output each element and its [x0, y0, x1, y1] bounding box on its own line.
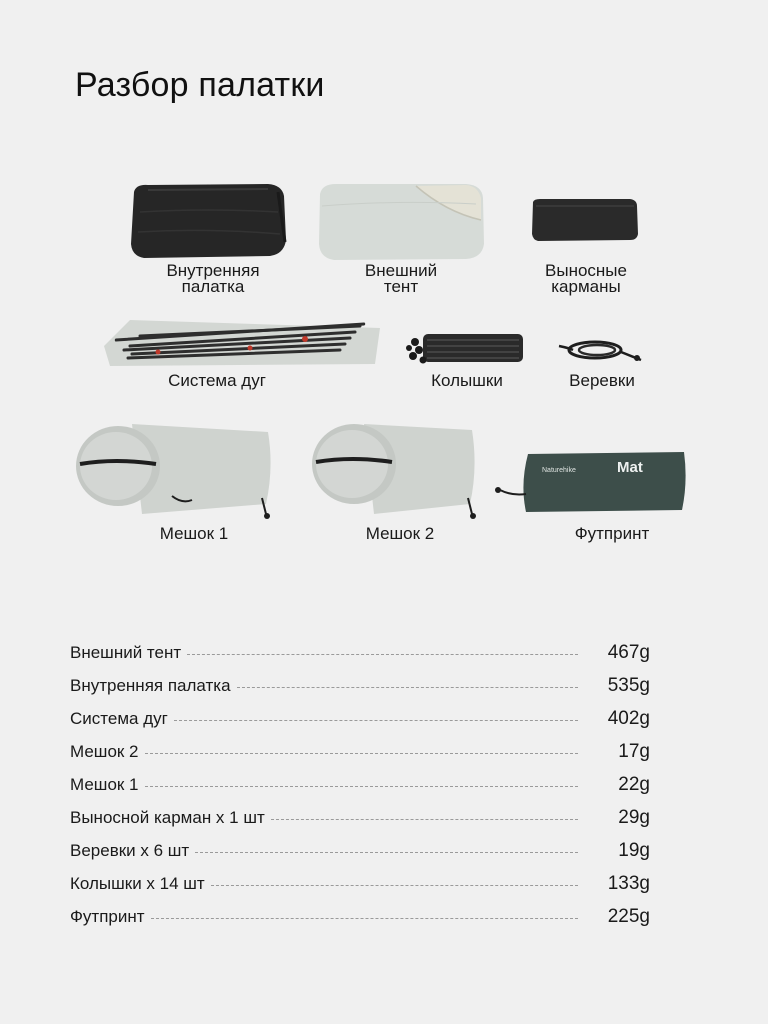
- spec-name: Веревки x 6 шт: [70, 840, 190, 860]
- spec-row: [70, 801, 650, 834]
- ropes-label: Веревки: [569, 371, 635, 390]
- spec-name: Мешок 1: [70, 774, 139, 794]
- page-title: Разбор палатки: [75, 66, 325, 104]
- spec-name: Внешний тент: [70, 642, 182, 662]
- footprint-item: [492, 450, 692, 516]
- spec-row: [70, 900, 650, 933]
- side-pockets-item: [530, 198, 640, 242]
- pegs-item: [405, 330, 525, 368]
- spec-name: Выносной карман x 1 шт: [70, 807, 265, 827]
- bag-1-icon: [72, 418, 282, 522]
- spec-row: [70, 735, 650, 768]
- spec-name: Футпринт: [70, 906, 145, 926]
- bag-2-item: [308, 418, 486, 522]
- outer-tent-item: [316, 182, 486, 262]
- spec-name: Колышки x 14 шт: [70, 873, 205, 893]
- spec-name: Внутренняя палатка: [70, 675, 231, 695]
- bag-1-label: Мешок 1: [159, 524, 229, 543]
- pegs-icon: [405, 330, 525, 368]
- bag-2-label: Мешок 2: [365, 524, 435, 543]
- ropes-icon: [555, 336, 645, 366]
- spec-row: [70, 636, 650, 669]
- spec-row: [70, 867, 650, 900]
- spec-value: 29g: [618, 806, 650, 828]
- pegs-label: Колышки: [431, 371, 503, 390]
- dotted-leader: [195, 852, 578, 853]
- spec-value: 535g: [607, 674, 650, 696]
- spec-name: Система дуг: [70, 708, 168, 728]
- spec-value: 19g: [618, 839, 650, 861]
- inner-tent-item: [128, 182, 288, 262]
- dotted-leader: [151, 918, 578, 919]
- spec-row: [70, 702, 650, 735]
- spec-value: 467g: [607, 641, 650, 663]
- dotted-leader: [271, 819, 578, 820]
- spec-value: 402g: [607, 707, 650, 729]
- footprint-icon: [492, 450, 692, 516]
- side-pockets-label: Выносные карманы: [545, 261, 627, 296]
- spec-value: 17g: [618, 740, 650, 762]
- spec-row: [70, 834, 650, 867]
- spec-value: 22g: [618, 773, 650, 795]
- ropes-item: [555, 336, 645, 366]
- inner-tent-label: Внутренняя палатка: [166, 261, 260, 296]
- spec-value: 225g: [607, 905, 650, 927]
- bag-1-item: [72, 418, 282, 522]
- svg-text:Naturehike: Naturehike: [542, 467, 576, 474]
- dotted-leader: [211, 885, 578, 886]
- outer-tent-bag-icon: [316, 182, 486, 262]
- weight-table: [70, 636, 650, 933]
- outer-tent-label: Внешний тент: [364, 261, 438, 296]
- inner-tent-bag-icon: [128, 182, 288, 262]
- dotted-leader: [187, 654, 578, 655]
- spec-value: 133g: [607, 872, 650, 894]
- side-pockets-icon: [530, 198, 640, 242]
- bag-2-icon: [308, 418, 486, 522]
- dotted-leader: [237, 687, 578, 688]
- dotted-leader: [174, 720, 578, 721]
- dotted-leader: [145, 753, 578, 754]
- footprint-brand-text: Mat: [617, 459, 643, 476]
- pole-system-item: [100, 306, 385, 368]
- spec-name: Мешок 2: [70, 741, 139, 761]
- footprint-label: Футпринт: [574, 524, 650, 543]
- pole-system-icon: [100, 306, 385, 368]
- dotted-leader: [145, 786, 578, 787]
- spec-row: [70, 669, 650, 702]
- spec-row: [70, 768, 650, 801]
- pole-system-label: Система дуг: [168, 371, 266, 390]
